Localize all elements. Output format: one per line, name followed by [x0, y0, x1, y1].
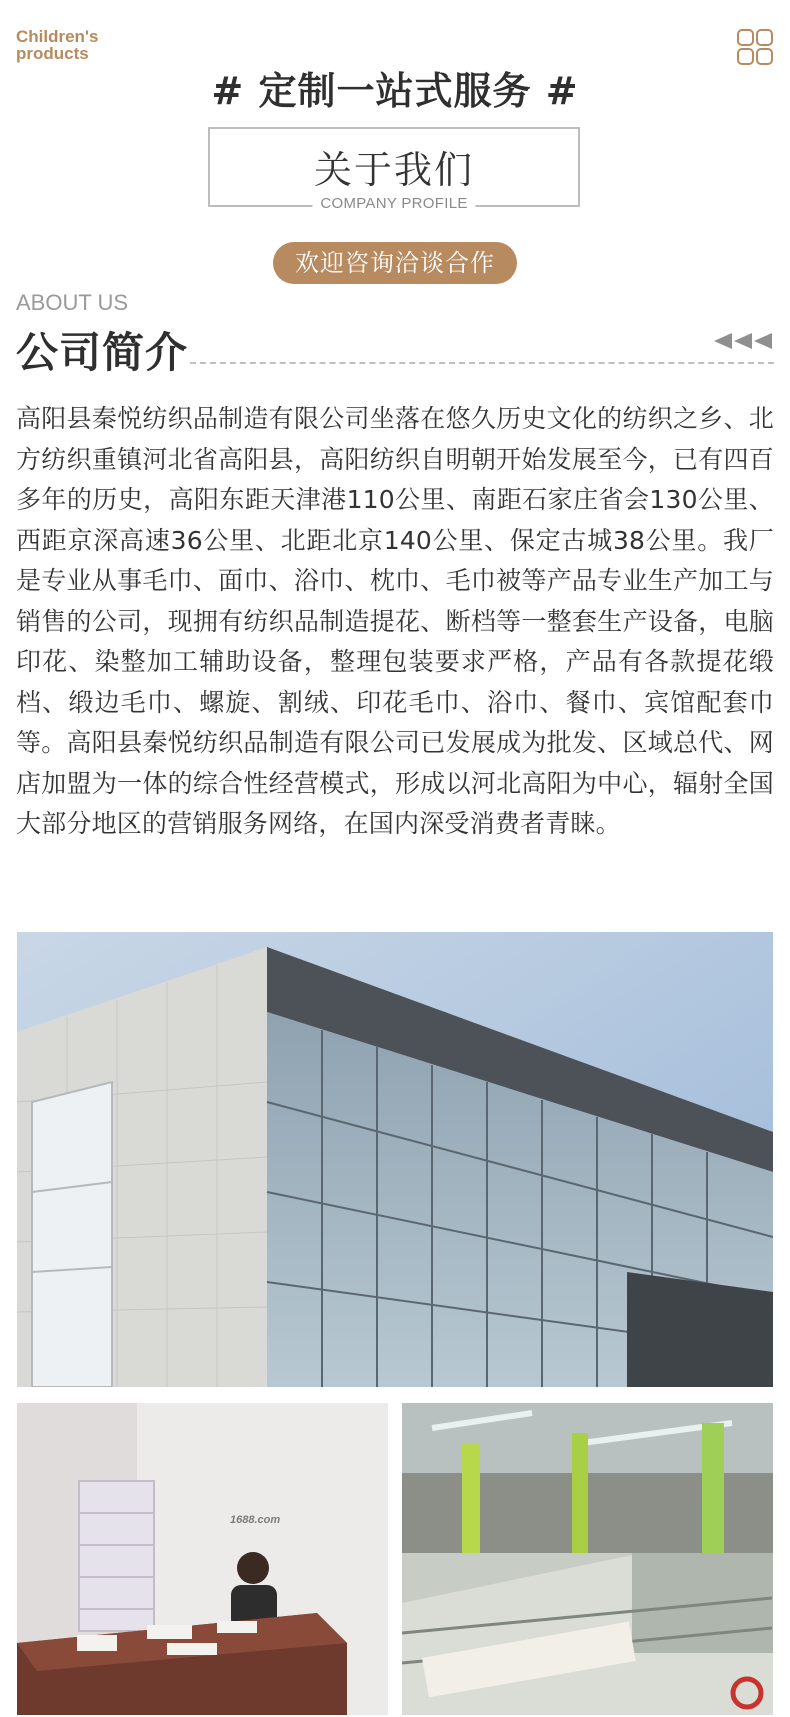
triple-left-arrow-icon [714, 333, 772, 349]
about-us-title: 关于我们 [313, 148, 474, 192]
office-photo [17, 1403, 388, 1715]
section-title: 公司简介 [16, 328, 189, 377]
watermark-text: 1688.com [230, 1514, 281, 1526]
brand-line-1: Children's [16, 27, 99, 46]
company-profile-subtitle: COMPANY PROFILE [312, 195, 475, 212]
consult-button[interactable]: 欢迎咨询洽谈合作 [273, 242, 517, 284]
about-us-box [208, 127, 580, 212]
brand-line-2: products [16, 44, 89, 63]
brand-logo[interactable] [16, 28, 98, 62]
factory-building-photo [17, 932, 773, 1387]
section-label-en: ABOUT US [16, 290, 129, 315]
company-intro-text: 高阳县秦悦纺织品制造有限公司坐落在悠久历史文化的纺织之乡、北方纺织重镇河北省高阳县，高阳纺织自明朝开始发展至今，已有四百多年的历史，高阳东距天津港110公里、南距石家庄省会130公里、西距京深高速36公里、北距北京140公里、保定古城38公里。我厂是专业从事毛巾、面巾、浴巾、枕巾、毛巾被等产品专业生产加工与销售的公司，现拥有纺织品制造提花、断档等一整套生产设备，电脑印花、染整加工辅助设备，整理包装要求严格，产品有各款提花缎档、缎边毛巾、螺旋、割绒、印花毛巾、浴巾、餐巾、宾馆配套巾等。高阳县秦悦纺织品制造有限公司已发展成为批发、区域总代、网店加盟为一体的综合性经营模式，形成以河北高阳为中心，辐射全国大部分地区的营销服务网络，在国内深受消费者青睐。 [16, 404, 774, 838]
section-divider [190, 362, 774, 364]
weaving-workshop-photo [402, 1403, 773, 1715]
page-headline: # 定制一站式服务 # [211, 69, 579, 113]
